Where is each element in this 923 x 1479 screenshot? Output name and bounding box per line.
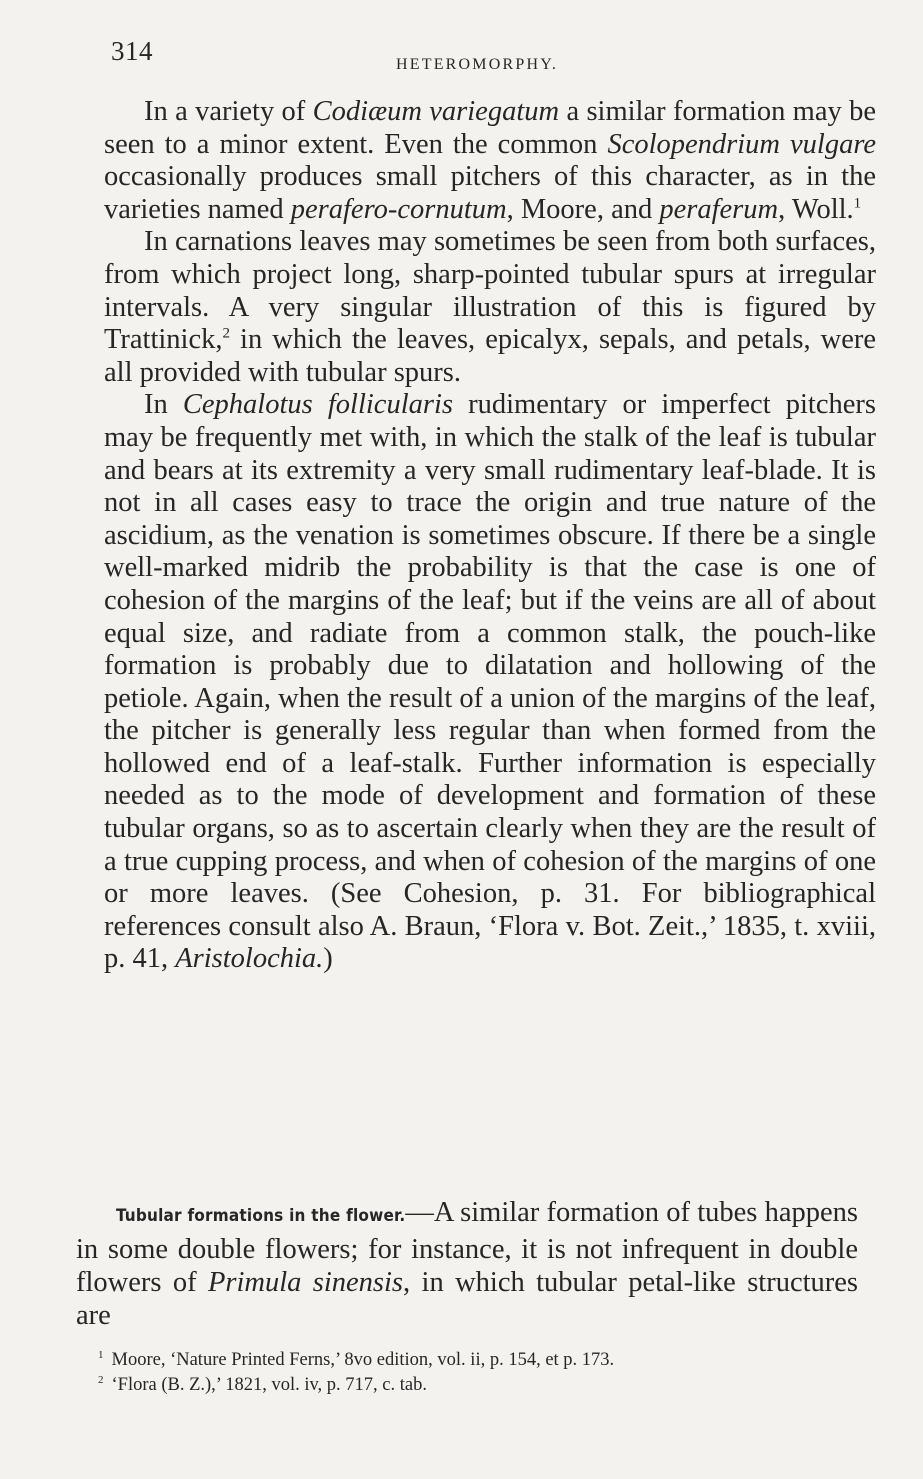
section-heading: Tubular formations in the flower. <box>116 1206 406 1226</box>
text-run: —A similar formation of tubes happens in some double flowers; for instance, it is not infrequent in double flowers of <box>76 1197 858 1298</box>
italic-taxon: Codiæum variegatum <box>312 96 560 127</box>
footnote <box>98 1370 858 1395</box>
footnote-reference: 1 <box>853 195 862 212</box>
text-run: , in which tubular petal-like structures are <box>76 1267 858 1331</box>
text-run: rudimentary or imperfect pitchers may be frequently met with, in which the stalk of the leaf is tubular and bears at its extremity a very small rudimentary leaf-blade. It is not in all cases easy to trace the origin and true nature of the ascidium, as the venation is sometimes obscure. If there be a single well-marked midrib the probability is that the case is one of cohesion of the margins of the leaf; but if the veins are all of about equal size, and radiate from a common stalk, the pouch-like formation is probably due to dilatation and hollowing of the petiole. Again, when the result of a union of the margins of the leaf, the pitcher is generally less regular than when formed from the hollowed end of a leaf-stalk. Further information is especially needed as to the mode of development and formation of these tubular organs, so as to ascertain clearly when they are the result of a true cupping process, and when of cohesion of the margins of one or more leaves. (See Cohesion, p. 31. For bibliographical references consult also A. Braun, ‘Flora v. Bot. Zeit.,’ 1835, t. xviii, p. 41, <box>104 389 876 975</box>
italic-taxon: Scolopendrium vulgare <box>607 128 876 160</box>
text-run: , Moore, and <box>506 193 660 225</box>
paragraph <box>104 226 876 389</box>
text-run: In carnations leaves may sometimes be seen from both surfaces, from which project long, sharp-pointed tubular spurs at irregular intervals. A very singular illustration of this is figured by Trattinick, <box>104 226 876 356</box>
text-run: In a variety of <box>144 96 313 127</box>
running-title: HETEROMORPHY. <box>396 56 559 73</box>
italic-taxon: Primula sinensis <box>207 1267 404 1298</box>
footnote-mark: 1 <box>98 1349 104 1361</box>
text-run: in which the leaves, epicalyx, sepals, and petals, were all provided with tubular spurs. <box>104 324 876 388</box>
body-text <box>104 96 876 976</box>
text-run: occasionally produces small pitchers of this character, as in the varieties named <box>104 161 876 225</box>
italic-variety: peraferum <box>659 193 779 225</box>
paragraph <box>104 96 876 226</box>
footnote-text: Moore, ‘Nature Printed Ferns,’ 8vo edition, vol. ii, p. 154, et p. 173. <box>111 1350 615 1371</box>
paragraph <box>104 389 876 976</box>
footnote <box>98 1345 858 1370</box>
footnote-text: ‘Flora (B. Z.),’ 1821, vol. iv, p. 717, c. tab. <box>111 1375 427 1396</box>
footnote-mark: 2 <box>98 1374 104 1387</box>
page-number: 314 <box>111 36 153 66</box>
footnotes <box>98 1345 858 1395</box>
italic-variety: perafero-cornutum <box>290 193 507 225</box>
italic-taxon: Aristolochia. <box>175 943 324 975</box>
text-run: ) <box>323 943 333 975</box>
text-run: a similar formation may be seen to a minor extent. Even the common <box>104 96 876 160</box>
paragraph <box>76 1196 858 1332</box>
text-run: In <box>144 389 183 421</box>
italic-taxon: Cephalotus follicularis <box>182 389 453 421</box>
text-run: , Woll. <box>778 193 854 225</box>
section-tubular-formations <box>76 1196 858 1332</box>
footnote-reference: 2 <box>222 325 230 342</box>
